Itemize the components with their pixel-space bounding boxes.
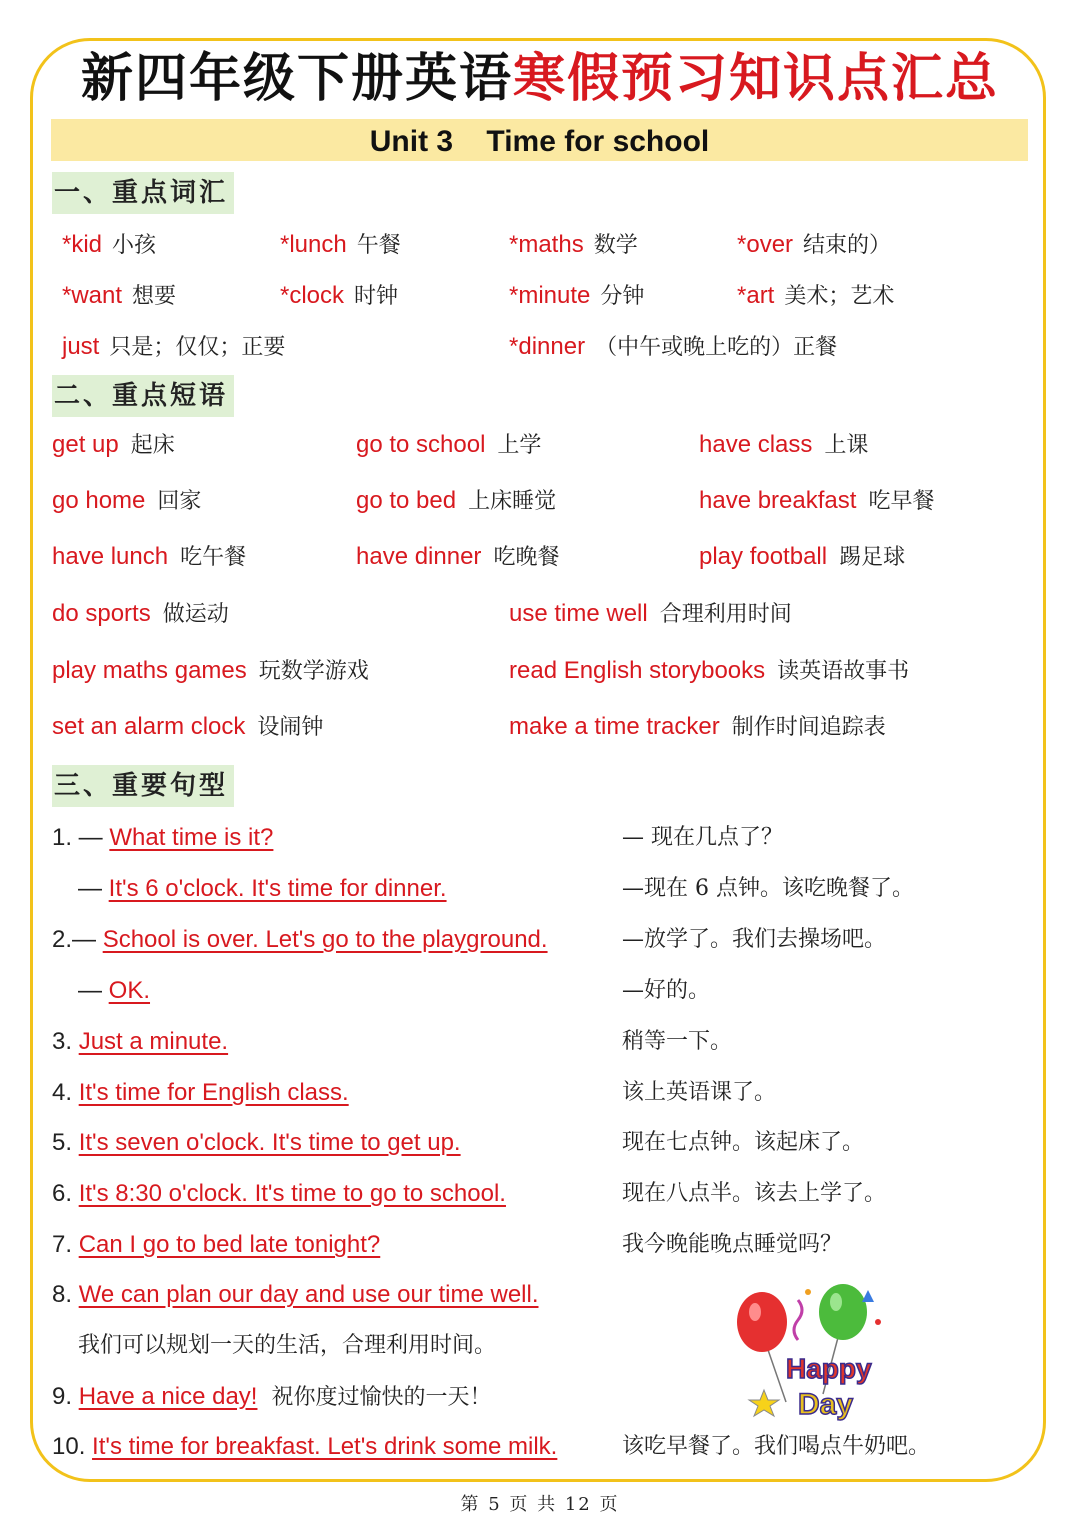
unit-banner: Unit 3 Time for school: [51, 119, 1028, 161]
sentence-chinese: 稍等一下。: [622, 1029, 733, 1054]
vocab-item: *art 美术；艺术: [737, 282, 895, 309]
phrase-item: set an alarm clock 设闹钟: [52, 713, 324, 740]
vocab-item: *dinner （中午或晚上吃的）正餐: [509, 333, 838, 360]
phrase-item: have dinner 吃晚餐: [356, 543, 560, 570]
sentence-english: 6. It's 8:30 o'clock. It's time to go to school.: [52, 1180, 506, 1207]
sentence-english: 7. Can I go to bed late tonight?: [52, 1231, 381, 1258]
phrase-item: use time well 合理利用时间: [509, 600, 792, 627]
sentence-chinese: — 现在几点了？: [622, 825, 783, 850]
sentence-english: 5. It's seven o'clock. It's time to get up.: [52, 1129, 461, 1156]
phrase-item: have lunch 吃午餐: [52, 543, 247, 570]
vocab-item: *lunch 午餐: [280, 231, 401, 258]
svg-text:Day: Day: [798, 1388, 854, 1421]
sentence-chinese: 现在八点半。该去上学了。: [622, 1181, 887, 1206]
vocab-item: *minute 分钟: [509, 282, 645, 309]
phrase-item: make a time tracker 制作时间追踪表: [509, 713, 886, 740]
title-part-red: 寒假预习知识点汇总: [513, 48, 1000, 109]
sentence-english: — OK.: [78, 977, 151, 1004]
phrase-item: do sports 做运动: [52, 600, 229, 627]
happy-day-balloons-icon: [728, 1282, 898, 1432]
sentence-chinese: 我们可以规划一天的生活，合理利用时间。: [78, 1333, 497, 1358]
phrase-item: go home 回家: [52, 487, 202, 514]
sentence-english: 4. It's time for English class.: [52, 1079, 349, 1106]
sentence-chinese: —现在 6 点钟。该吃晚餐了。: [622, 876, 914, 901]
sentence-chinese: 该吃早餐了。我们喝点牛奶吧。: [622, 1434, 931, 1459]
phrase-item: have breakfast 吃早餐: [699, 487, 935, 514]
vocab-item: *clock 时钟: [280, 282, 399, 309]
phrase-item: go to bed 上床睡觉: [356, 487, 557, 514]
sentence-english: 10. It's time for breakfast. Let's drink some milk.: [52, 1433, 558, 1460]
section-heading-phrases: 二、重点短语: [52, 375, 234, 417]
sentence-english: 1. — What time is it?: [52, 824, 274, 851]
vocab-item: just 只是；仅仅；正要: [62, 333, 286, 360]
phrase-item: play football 踢足球: [699, 543, 906, 570]
phrase-item: go to school 上学: [356, 431, 542, 458]
sentence-chinese: —好的。: [622, 978, 711, 1003]
sentence-chinese: —放学了。我们去操场吧。: [622, 927, 887, 952]
svg-text:Happy: Happy: [786, 1353, 872, 1384]
sentence-chinese: 现在七点钟。该起床了。: [622, 1130, 865, 1155]
phrase-item: read English storybooks 读英语故事书: [509, 657, 910, 684]
phrase-item: play maths games 玩数学游戏: [52, 657, 369, 684]
phrase-item: get up 起床: [52, 431, 175, 458]
vocab-item: *want 想要: [62, 282, 177, 309]
title-part-black: 新四年级下册英语: [80, 48, 513, 109]
section-heading-sentences: 三、重要句型: [52, 765, 234, 807]
page-title: [0, 44, 1080, 114]
page-footer: 第 5 页 共 12 页: [460, 1494, 620, 1515]
phrase-item: have class 上课: [699, 431, 869, 458]
sentence-english: — It's 6 o'clock. It's time for dinner.: [78, 875, 447, 902]
sentence-english: 2.— School is over. Let's go to the playground.: [52, 926, 548, 953]
vocab-item: *over 结束的）: [737, 231, 892, 258]
sentence-chinese: 该上英语课了。: [622, 1080, 777, 1105]
sentence-english: 8. We can plan our day and use our time well.: [52, 1281, 539, 1308]
sentence-english: 3. Just a minute.: [52, 1028, 229, 1055]
vocab-item: *kid 小孩: [62, 231, 157, 258]
section-heading-vocabulary: 一、重点词汇: [52, 172, 234, 214]
sentence-chinese: 我今晚能晚点睡觉吗？: [622, 1232, 843, 1257]
vocab-item: *maths 数学: [509, 231, 638, 258]
sentence-english: 9. Have a nice day! 祝你度过愉快的一天！: [52, 1383, 492, 1410]
